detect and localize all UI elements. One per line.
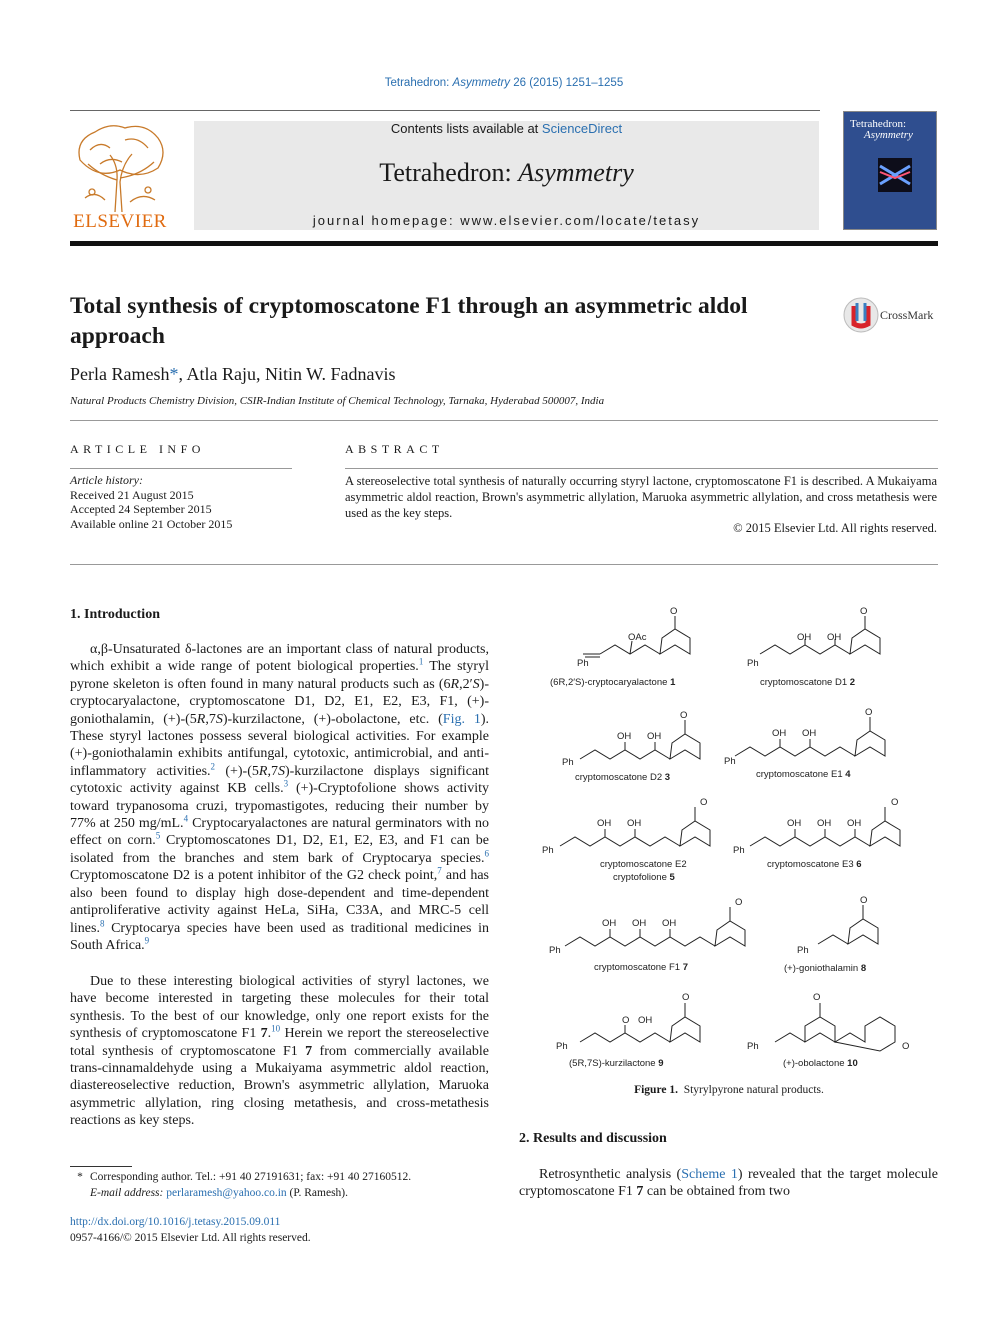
svg-text:O: O bbox=[700, 797, 708, 808]
svg-text:Ph: Ph bbox=[747, 658, 759, 669]
svg-text:O: O bbox=[865, 707, 873, 718]
abstract-text: A stereoselective total synthesis of naturally occurring styryl lactone, cryptomoscatone F1 is described. A Mukaiyama asymmetric aldol reaction, Brown's asymmetric allylation, Maruoka asymmetric allylation, and cross metathesis were used as the key steps. bbox=[345, 474, 937, 520]
svg-text:O: O bbox=[670, 606, 678, 617]
svg-text:OH: OH bbox=[827, 632, 842, 643]
svg-text:OH: OH bbox=[627, 818, 642, 829]
article-info-heading: ARTICLE INFO bbox=[70, 442, 205, 456]
results-paragraph-1: Retrosynthetic analysis (Scheme 1) revealed that the target molecule cryptomoscatone F1 7 can be obtained from two bbox=[519, 1167, 938, 1200]
label-compound-8: (+)-goniothalamin 8 bbox=[784, 963, 867, 974]
footnote-rule bbox=[70, 1166, 132, 1167]
label-compound-7: cryptomoscatone F1 7 bbox=[594, 962, 689, 973]
introduction-heading: 1. Introduction bbox=[70, 607, 160, 622]
scheme-1-link[interactable]: Scheme 1 bbox=[681, 1167, 738, 1182]
svg-text:O: O bbox=[735, 897, 743, 908]
svg-text:Ph: Ph bbox=[549, 945, 561, 956]
journal-cover[interactable] bbox=[843, 111, 937, 230]
article-title: Total synthesis of cryptomoscatone F1 through an asymmetric aldol approach bbox=[70, 293, 748, 349]
svg-text:O: O bbox=[622, 1015, 630, 1026]
svg-text:O: O bbox=[813, 992, 821, 1003]
label-compound-e2: cryptomoscatone E2 bbox=[600, 859, 687, 870]
svg-text:OH: OH bbox=[797, 632, 812, 643]
svg-text:Ph: Ph bbox=[556, 1041, 568, 1052]
elsevier-logo[interactable] bbox=[70, 120, 170, 232]
abstract-copyright: © 2015 Elsevier Ltd. All rights reserved. bbox=[733, 521, 937, 535]
cover-image bbox=[878, 158, 912, 192]
label-compound-2: cryptomoscatone D1 2 bbox=[760, 677, 856, 688]
svg-text:O: O bbox=[680, 710, 688, 721]
journal-reference[interactable]: Tetrahedron: Asymmetry 26 (2015) 1251–1255 bbox=[384, 77, 624, 89]
svg-text:Ph: Ph bbox=[797, 945, 809, 956]
figure-1-structures bbox=[520, 596, 938, 1076]
abstract-heading: ABSTRACT bbox=[345, 442, 444, 456]
label-compound-1: (6R,2′S)-cryptocaryalactone 1 bbox=[550, 677, 676, 688]
svg-text:OH: OH bbox=[847, 818, 862, 829]
introduction-paragraph-1: α,β-Unsaturated δ-lactones are an important class of natural products, which exhibit a wide range of potent biological properties.$^1$ The styryl pyrone skeleton is often found in many natural products such as (6R,2′S)-cryptocaryalactone, cryptomoscatone D1, D2, E1, E2, E3, F1, (+)-goniothalamin, (+)-(5R,7S)-kurzilactone, (+)-obolactone, etc. (Fig. 1). These styryl lactones possess several biological activities. For example (+)-goniothalamin exhibits antifungal, cytotoxic, antimicrobial, and anti-inflammatory activities.$^2$ (+)-(5R,7S)-kurzilactone displays significant cytotoxic activity against KB cells.$^3$ (+)-Cryptofolione shows activity toward trypanosoma cruzi, trypomastigotes, reducing their number by 77% at 250 mg/mL.$^4$ Cryptocaryalactones are natural germinators with no effect on corn.$^5$ Cryptomoscatones D1, D2, E1, E2, E3, and F1 can be isolated from the branches and stem bark of Cryptocarya species.$^6$ Cryptomoscatone D2 is a potent inhibitor of the G2 check point,$^7$ and has also been found to display high dose-dependent and time-dependent antiproliferative activity against HeLa, SiHa, C33A, and MRC-5 cell lines.$^8$ Cryptocarya species have been used as traditional medicines in South Africa.$^9$ bbox=[70, 642, 490, 953]
svg-text:Ph: Ph bbox=[747, 1041, 759, 1052]
svg-text:OH: OH bbox=[638, 1015, 653, 1026]
journal-homepage[interactable]: journal homepage: www.elsevier.com/locate/tetasy bbox=[312, 213, 701, 228]
author-email-link[interactable]: perlaramesh@yahoo.co.in bbox=[166, 1186, 287, 1199]
doi-link[interactable]: http://dx.doi.org/10.1016/j.tetasy.2015.09.011 bbox=[70, 1216, 281, 1228]
label-compound-5: cryptofolione 5 bbox=[613, 872, 675, 883]
svg-text:OH: OH bbox=[617, 731, 632, 742]
article-history: Article history: Received 21 August 2015 Accepted 24 September 2015 Available online 21 October 2015 bbox=[70, 473, 233, 531]
svg-text:OH: OH bbox=[772, 728, 787, 739]
results-heading: 2. Results and discussion bbox=[519, 1131, 667, 1146]
affiliation: Natural Products Chemistry Division, CSIR-Indian Institute of Chemical Technology, Tarnaka, Hyderabad 500007, India bbox=[70, 395, 605, 407]
label-compound-6: cryptomoscatone E3 6 bbox=[767, 859, 862, 870]
header-thick-rule bbox=[70, 241, 938, 246]
elsevier-tree-icon bbox=[70, 120, 170, 212]
svg-text:O: O bbox=[891, 797, 899, 808]
svg-text:O: O bbox=[860, 895, 868, 906]
svg-text:OH: OH bbox=[632, 918, 647, 929]
corresponding-footnote: * Corresponding author. Tel.: +91 40 27191631; fax: +91 40 27160512. E-mail address: perlaramesh@yahoo.co.in (P. Ramesh). bbox=[77, 1171, 412, 1199]
article-info-rule bbox=[70, 468, 292, 469]
svg-text:Ph: Ph bbox=[577, 658, 589, 669]
journal-title: Tetrahedron: Asymmetry bbox=[379, 158, 634, 187]
svg-text:OAc: OAc bbox=[628, 632, 647, 643]
svg-text:OH: OH bbox=[817, 818, 832, 829]
header-rule bbox=[70, 110, 820, 111]
svg-text:Ph: Ph bbox=[733, 845, 745, 856]
svg-text:Ph: Ph bbox=[542, 845, 554, 856]
sciencedirect-link[interactable]: ScienceDirect bbox=[541, 121, 623, 136]
svg-text:OH: OH bbox=[662, 918, 677, 929]
label-compound-10: (+)-obolactone 10 bbox=[783, 1058, 858, 1069]
svg-text:OH: OH bbox=[787, 818, 802, 829]
contents-line: Contents lists available at ScienceDirect bbox=[390, 121, 623, 136]
abstract-bottom-rule bbox=[70, 564, 938, 565]
svg-text:OH: OH bbox=[802, 728, 817, 739]
affiliation-rule bbox=[70, 420, 938, 421]
introduction-paragraph-2: Due to these interesting biological activities of styryl lactones, we have become interested in targeting these molecules for their total synthesis. To the best of our knowledge, only one report exists for the synthesis of cryptomoscatone F1 7.10 Herein we report the stereoselective total synthesis of cryptomoscatone F1 7 from commercially available trans-cinnamaldehyde using a Mukaiyama asymmetric aldol reaction, diastereoselective reduction, Brown's asymmetric allylation, Maruoka asymmetric allylation, ring closing metathesis, and cross-metathesis reactions as key steps. bbox=[70, 974, 489, 1129]
label-compound-3: cryptomoscatone D2 3 bbox=[575, 772, 671, 783]
label-compound-4: cryptomoscatone E1 4 bbox=[756, 769, 851, 780]
label-compound-9: (5R,7S)-kurzilactone 9 bbox=[569, 1058, 664, 1069]
svg-text:O: O bbox=[902, 1041, 910, 1052]
svg-text:O: O bbox=[860, 606, 868, 617]
svg-text:Ph: Ph bbox=[724, 756, 736, 767]
abstract-rule bbox=[345, 468, 938, 469]
svg-text:OH: OH bbox=[647, 731, 662, 742]
doi-block: http://dx.doi.org/10.1016/j.tetasy.2015.09.011 0957-4166/© 2015 Elsevier Ltd. All rights reserved. bbox=[70, 1216, 311, 1244]
publisher-name: ELSEVIER bbox=[73, 211, 167, 232]
figure-1-caption: Figure 1. Styrylpyrone natural products. bbox=[634, 1084, 824, 1096]
cover-title: Tetrahedron: Asymmetry bbox=[850, 118, 913, 141]
crossmark-icon bbox=[843, 297, 879, 333]
svg-text:Ph: Ph bbox=[562, 757, 574, 768]
svg-text:OH: OH bbox=[597, 818, 612, 829]
author-list: Perla Ramesh*, Atla Raju, Nitin W. Fadnavis bbox=[70, 364, 396, 384]
svg-text:O: O bbox=[682, 992, 690, 1003]
corresponding-author-mark[interactable]: * bbox=[169, 364, 179, 384]
svg-text:OH: OH bbox=[602, 918, 617, 929]
